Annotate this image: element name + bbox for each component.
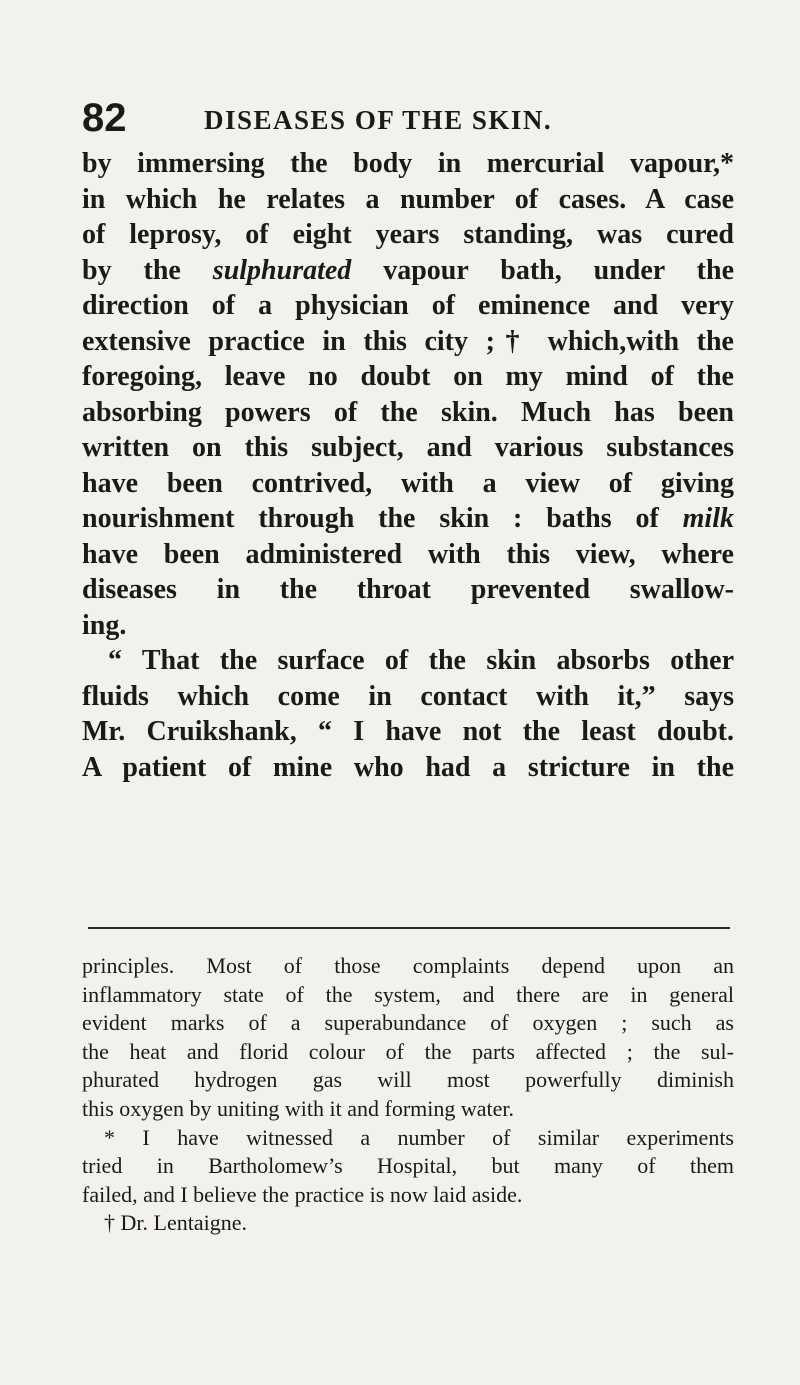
footnote-line: this oxygen by uniting with it and forming water. <box>82 1095 515 1121</box>
page-number: 82 <box>82 96 127 140</box>
body-line-segment: vapour bath, under the <box>351 254 734 286</box>
body-line: absorbing powers of the skin. Much has been <box>82 396 734 428</box>
body-line: written on this subject, and various substances <box>82 432 734 463</box>
body-line: have been contrived, with a view of giving <box>82 467 734 499</box>
body-line: fluids which come in contact with it,” says <box>82 680 734 712</box>
footnote-divider <box>88 927 730 929</box>
body-line <box>82 501 734 537</box>
body-line-segment: by the <box>82 254 213 286</box>
footnote-line: † Dr. Lentaigne. <box>104 1210 247 1236</box>
running-head: DISEASES OF THE SKIN. <box>204 105 553 135</box>
footnotes <box>82 952 734 1238</box>
body-line: direction of a physician of eminence and very <box>82 290 734 321</box>
body-line <box>82 253 734 289</box>
footnote-line: inflammatory state of the system, and there are in general <box>82 981 734 1007</box>
body-line: diseases in the throat prevented swallow- <box>82 574 734 605</box>
body-line: by immersing the body in mercurial vapour,* <box>82 148 734 179</box>
body-line-segment: nourishment through the skin : baths of <box>82 503 683 534</box>
footnote-line: the heat and florid colour of the parts affected ; the sul- <box>82 1038 734 1064</box>
body-line: ing. <box>82 609 127 641</box>
body-line: have been administered with this view, where <box>82 538 734 570</box>
body-text <box>82 146 734 785</box>
italic-term-sulphurated: sulphurated <box>212 254 352 286</box>
body-line: extensive practice in this city ;† which,with the <box>82 325 734 357</box>
footnote-line: tried in Bartholomew’s Hospital, but many of them <box>82 1153 734 1179</box>
footnote-line: phurated hydrogen gas will most powerfully diminish <box>82 1067 734 1093</box>
footnote-line: evident marks of a superabundance of oxygen ; such as <box>82 1010 734 1036</box>
body-line: in which he relates a number of cases. A case <box>82 183 734 215</box>
body-line: “ That the surface of the skin absorbs other <box>108 645 734 676</box>
footnote-line: principles. Most of those complaints depend upon an <box>82 953 734 978</box>
footnote-line: * I have witnessed a number of similar experiments <box>104 1124 734 1150</box>
body-line: Mr. Cruikshank, “ I have not the least doubt. <box>82 716 734 747</box>
body-line: A patient of mine who had a stricture in the <box>82 751 734 783</box>
body-line: of leprosy, of eight years standing, was cured <box>82 219 734 250</box>
italic-term-milk: milk <box>682 503 734 534</box>
body-line: foregoing, leave no doubt on my mind of the <box>82 361 734 392</box>
page-header <box>82 94 742 142</box>
footnote-line: failed, and I believe the practice is now laid aside. <box>82 1181 523 1207</box>
